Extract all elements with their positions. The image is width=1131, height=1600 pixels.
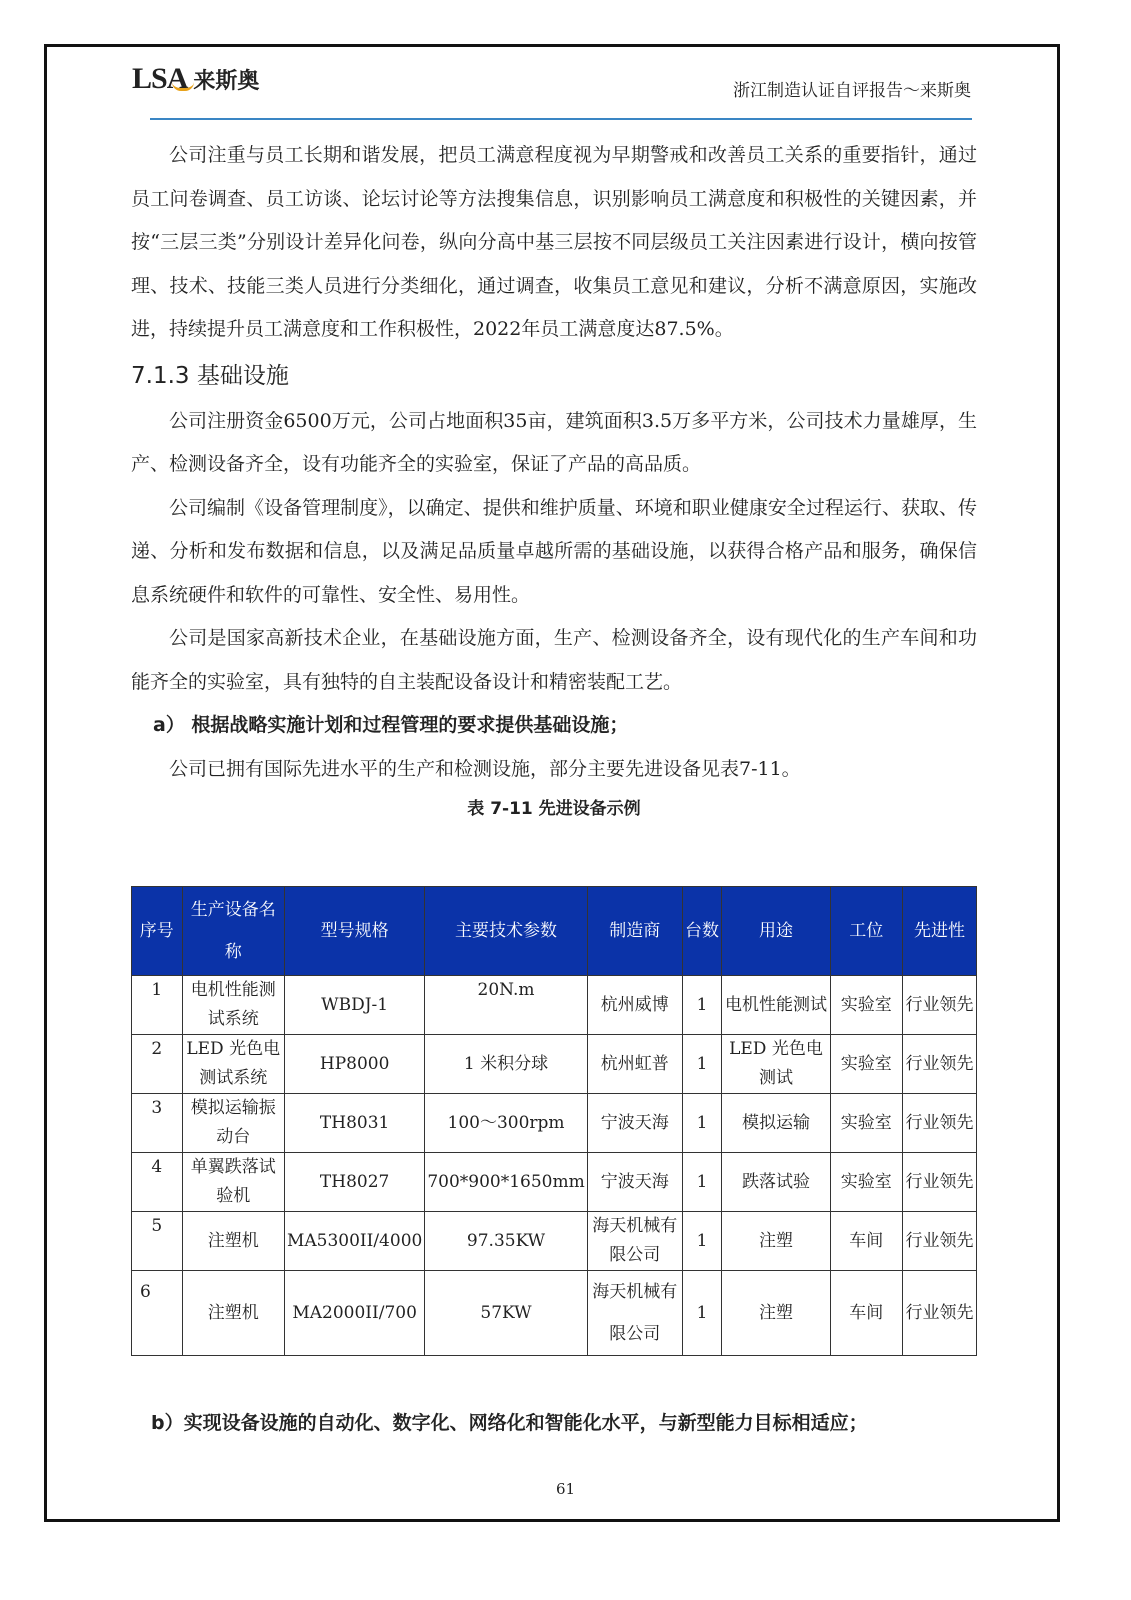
cell: 5 [132,1212,183,1271]
logo-latin: LSA [132,62,188,95]
table-caption: 表 7-11 先进设备示例 [467,799,641,819]
cell: 行业领先 [902,1212,976,1271]
column-header: 制造商 [587,887,682,976]
cell: 100～300rpm [425,1094,587,1153]
cell: 行业领先 [902,1035,976,1094]
cell: TH8027 [284,1153,424,1212]
table-row [132,1271,977,1356]
cell: 行业领先 [902,1271,976,1356]
logo-swoosh-icon [172,82,194,91]
cell: 实验室 [830,1094,902,1153]
subheading-b: b）实现设备设施的自动化、数字化、网络化和智能化水平，与新型能力目标相适应； [151,1412,868,1434]
page-number: 61 [555,1480,576,1498]
document-body [131,134,977,827]
column-header: 用途 [722,887,830,976]
header-divider [150,118,972,120]
cell: HP8000 [284,1035,424,1094]
cell: 4 [132,1153,183,1212]
cell: 实验室 [830,976,902,1035]
cell: 1 米积分球 [425,1035,587,1094]
cell: 1 [682,1153,722,1212]
cell: LED 光色电测试系统 [182,1035,284,1094]
cell: 700*900*1650mm [425,1153,587,1212]
paragraph-high-tech: 公司是国家高新技术企业，在基础设施方面，生产、检测设备齐全，设有现代化的生产车间和功能齐全的实验室，具有独特的自主装配设备设计和精密装配工艺。 [131,627,977,693]
cell: 实验室 [830,1153,902,1212]
cell: 杭州威博 [587,976,682,1035]
cell: 20N.m [425,976,587,1035]
cell: WBDJ-1 [284,976,424,1035]
column-header: 先进性 [902,887,976,976]
header-title: 浙江制造认证自评报告～来斯奥 [733,81,971,101]
table-row [132,976,977,1035]
column-header: 型号规格 [284,887,424,976]
cell: 注塑 [722,1212,830,1271]
column-header: 序号 [132,887,183,976]
table-row [132,1153,977,1212]
cell: 57KW [425,1271,587,1356]
cell: 注塑机 [182,1212,284,1271]
cell: 注塑机 [182,1271,284,1356]
cell: 车间 [830,1271,902,1356]
cell: 单翼跌落试验机 [182,1153,284,1212]
table-row [132,1212,977,1271]
paragraph-advanced-facilities: 公司已拥有国际先进水平的生产和检测设施，部分主要先进设备见表7-11。 [169,757,801,780]
cell: 宁波天海 [587,1094,682,1153]
company-logo [132,62,259,96]
cell: 模拟运输振动台 [182,1094,284,1153]
cell: 杭州虹普 [587,1035,682,1094]
cell: 1 [682,1212,722,1271]
column-header: 台数 [682,887,722,976]
cell: 6 [132,1271,183,1356]
section-heading: 7.1.3 基础设施 [131,362,289,389]
paragraph-employee-satisfaction: 公司注重与员工长期和谐发展，把员工满意程度视为早期警戒和改善员工关系的重要指针，通过员工问卷调查、员工访谈、论坛讨论等方法搜集信息，识别影响员工满意度和积极性的关键因素，并按“三层三类”分别设计差异化问卷，纵向分高中基三层按不同层级员工关注因素进行设计，横向按管理、技术、技能三类人员进行分类细化，通过调查，收集员工意见和建议，分析不满意原因，实施改进，持续提升员工满意度和工作积极性，2022年员工满意度达87.5%。 [131,144,977,340]
cell: 海天机械有限公司 [587,1212,682,1271]
logo-chinese: 来斯奥 [193,68,260,94]
cell: 1 [682,1035,722,1094]
cell: 车间 [830,1212,902,1271]
table-header-row [132,887,977,976]
cell: 行业领先 [902,1153,976,1212]
cell: 3 [132,1094,183,1153]
cell: 行业领先 [902,1094,976,1153]
cell: MA5300II/4000 [284,1212,424,1271]
cell: 行业领先 [902,976,976,1035]
paragraph-equipment-management: 公司编制《设备管理制度》，以确定、提供和维护质量、环境和职业健康安全过程运行、获取、传递、分析和发布数据和信息，以及满足品质量卓越所需的基础设施，以获得合格产品和服务，确保信息系统硬件和软件的可靠性、安全性、易用性。 [131,496,977,606]
column-header: 主要技术参数 [425,887,587,976]
cell: 1 [682,1271,722,1356]
subheading-a: a） 根据战略实施计划和过程管理的要求提供基础设施； [153,714,629,736]
cell: 97.35KW [425,1212,587,1271]
paragraph-company-overview: 公司注册资金6500万元，公司占地面积35亩，建筑面积3.5万多平方米，公司技术力量雄厚，生产、检测设备齐全，设有功能齐全的实验室，保证了产品的高品质。 [131,409,977,475]
cell: 电机性能测试系统 [182,976,284,1035]
cell: 1 [682,1094,722,1153]
cell: 2 [132,1035,183,1094]
equipment-table [131,886,977,1356]
cell: 实验室 [830,1035,902,1094]
table-row [132,1094,977,1153]
cell: 1 [682,976,722,1035]
cell: 海天机械有限公司 [587,1271,682,1356]
cell: LED 光色电测试 [722,1035,830,1094]
cell: 模拟运输 [722,1094,830,1153]
cell: 宁波天海 [587,1153,682,1212]
cell: MA2000II/700 [284,1271,424,1356]
column-header: 工位 [830,887,902,976]
cell: 电机性能测试 [722,976,830,1035]
cell: 跌落试验 [722,1153,830,1212]
cell: TH8031 [284,1094,424,1153]
column-header: 生产设备名称 [182,887,284,976]
cell: 1 [132,976,183,1035]
cell: 注塑 [722,1271,830,1356]
table-row [132,1035,977,1094]
